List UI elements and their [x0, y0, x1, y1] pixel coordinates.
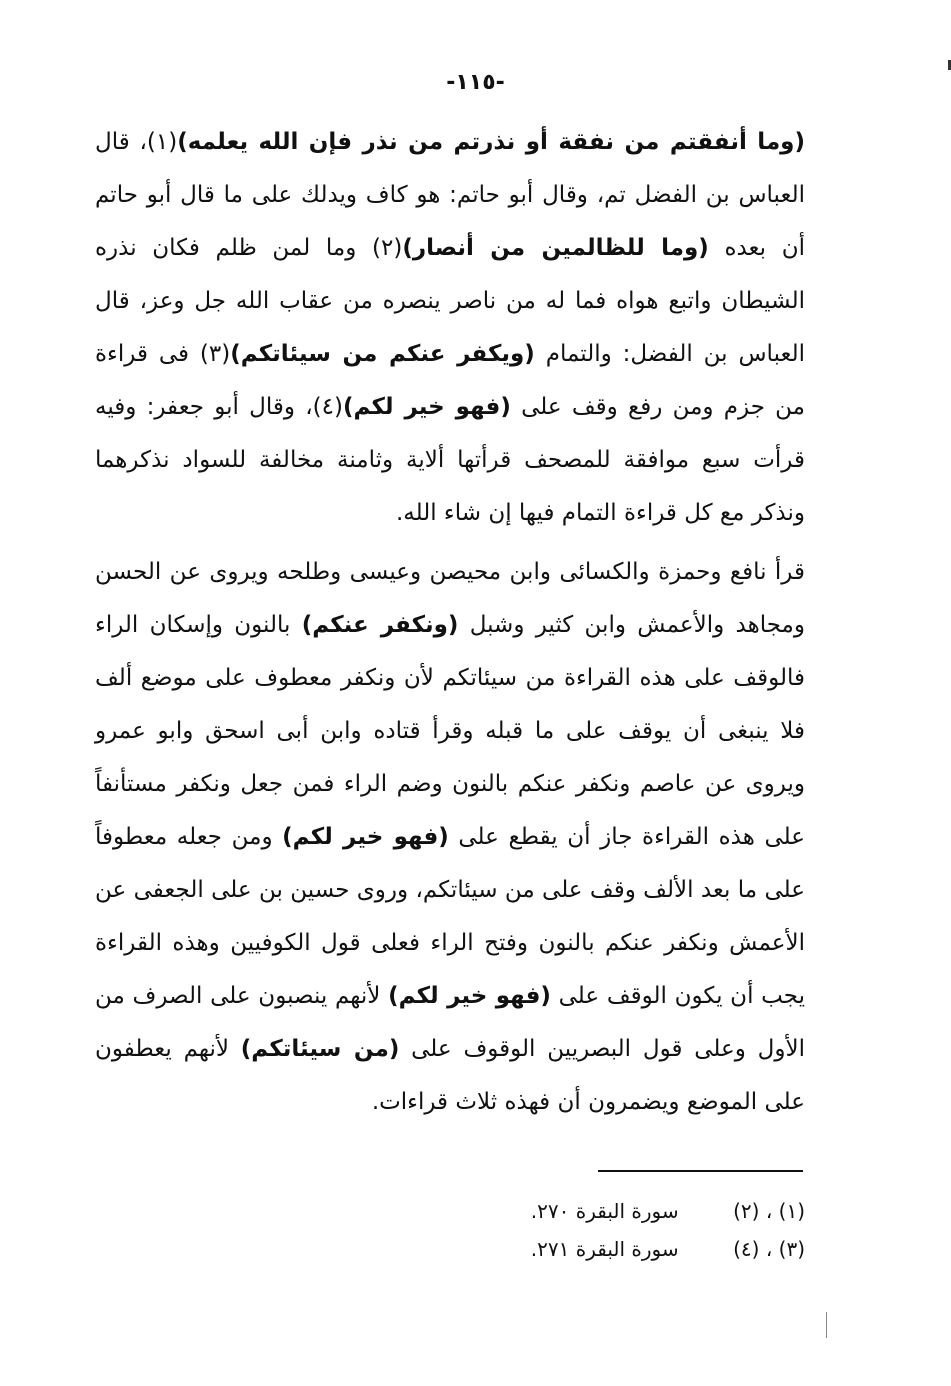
footnote-text: سورة البقرة ٢٧٠.: [530, 1199, 679, 1223]
text-run: (٢) وما لمن ظلم فكان نذره الشيطان واتبع هواه فما له من ناصر ينصره من عقاب الله جل وعز، قال العباس بن الفضل: والتمام: [95, 235, 806, 367]
text-run: ومن جعله معطوفاً على ما بعد الألف وقف على من سيئاتكم، وروى حسين بن على الجعفى عن الأعمش ونكفر عنكم بالنون وفتح الراء فعلى قول الكوفيين وهذه القراءة يجب أن يكون الوقف على: [95, 824, 805, 1009]
quran-quote: (فهو خير لكم): [342, 394, 511, 420]
footnote-1: [531, 1192, 805, 1230]
quran-quote: (من سيئاتكم): [240, 1036, 400, 1062]
page-number: -١١٥-: [446, 70, 505, 95]
quran-quote: (ويكفر عنكم من سيئاتكم): [230, 341, 535, 367]
quran-quote: (فهو خير لكم): [282, 824, 449, 850]
footnote-refs: (٣) ، (٤): [733, 1237, 805, 1261]
footnote-2: [531, 1230, 805, 1268]
quran-quote: (ونكفر عنكم): [301, 612, 459, 638]
paragraph: [95, 116, 805, 540]
quran-quote: (وما أنفقتم من نفقة أو نذرتم من نذر فإن الله يعلمه): [177, 129, 805, 155]
footnote-refs: (١) ، (٢): [733, 1199, 805, 1223]
text-run: قرأ نافع وحمزة والكسائى وابن محيصن وعيسى وطلحه ويروى عن الحسن ومجاهد والأعمش وابن كثير وشبل: [95, 559, 805, 638]
text-run: بالنون وإسكان الراء فالوقف على هذه القراءة من سيئاتكم لأن ونكفر معطوف على موضع ألف فلا ينبغى أن يوقف على ما قبله وقرأ قتاده وابن أبى اسحق وابو عمرو ويروى عن عاصم ونكفر عنكم بالنون وضم الراء فمن جعل ونكفر مستأنفاً على هذه القراءة جاز أن يقطع على: [95, 612, 805, 850]
footnote-text: سورة البقرة ٢٧١.: [530, 1237, 679, 1261]
text-run: لأنهم يعطفون على الموضع ويضمرون أن فهذه ثلاث قراءات.: [95, 1036, 805, 1115]
text-run: (١)، قال العباس بن الفضل تم، وقال أبو حاتم: هو كاف ويدلك على ما قال أبو حاتم أن بعده: [95, 129, 805, 261]
footnote-separator: [598, 1170, 803, 1172]
main-text: [95, 116, 805, 1129]
text-run: (٣) فى قراءة من جزم ومن رفع وقف على: [95, 341, 805, 420]
quran-quote: (وما للظالمين من أنصار): [402, 235, 709, 261]
footnotes: [531, 1192, 805, 1268]
paragraph: [95, 546, 805, 1129]
text-run: لأنهم ينصبون على الصرف من الأول وعلى قول البصريين الوقوف على: [95, 983, 805, 1062]
scan-mark: [826, 1312, 827, 1338]
quran-quote: (فهو خير لكم): [388, 983, 551, 1009]
text-run: (٤)، وقال أبو جعفر: وفيه قرأت سبع موافقة للمصحف قرأتها ألاية وثامنة مخالفة للسواد نذكرهما ونذكر مع كل قراءة التمام فيها إن شاء الله.: [95, 394, 805, 526]
